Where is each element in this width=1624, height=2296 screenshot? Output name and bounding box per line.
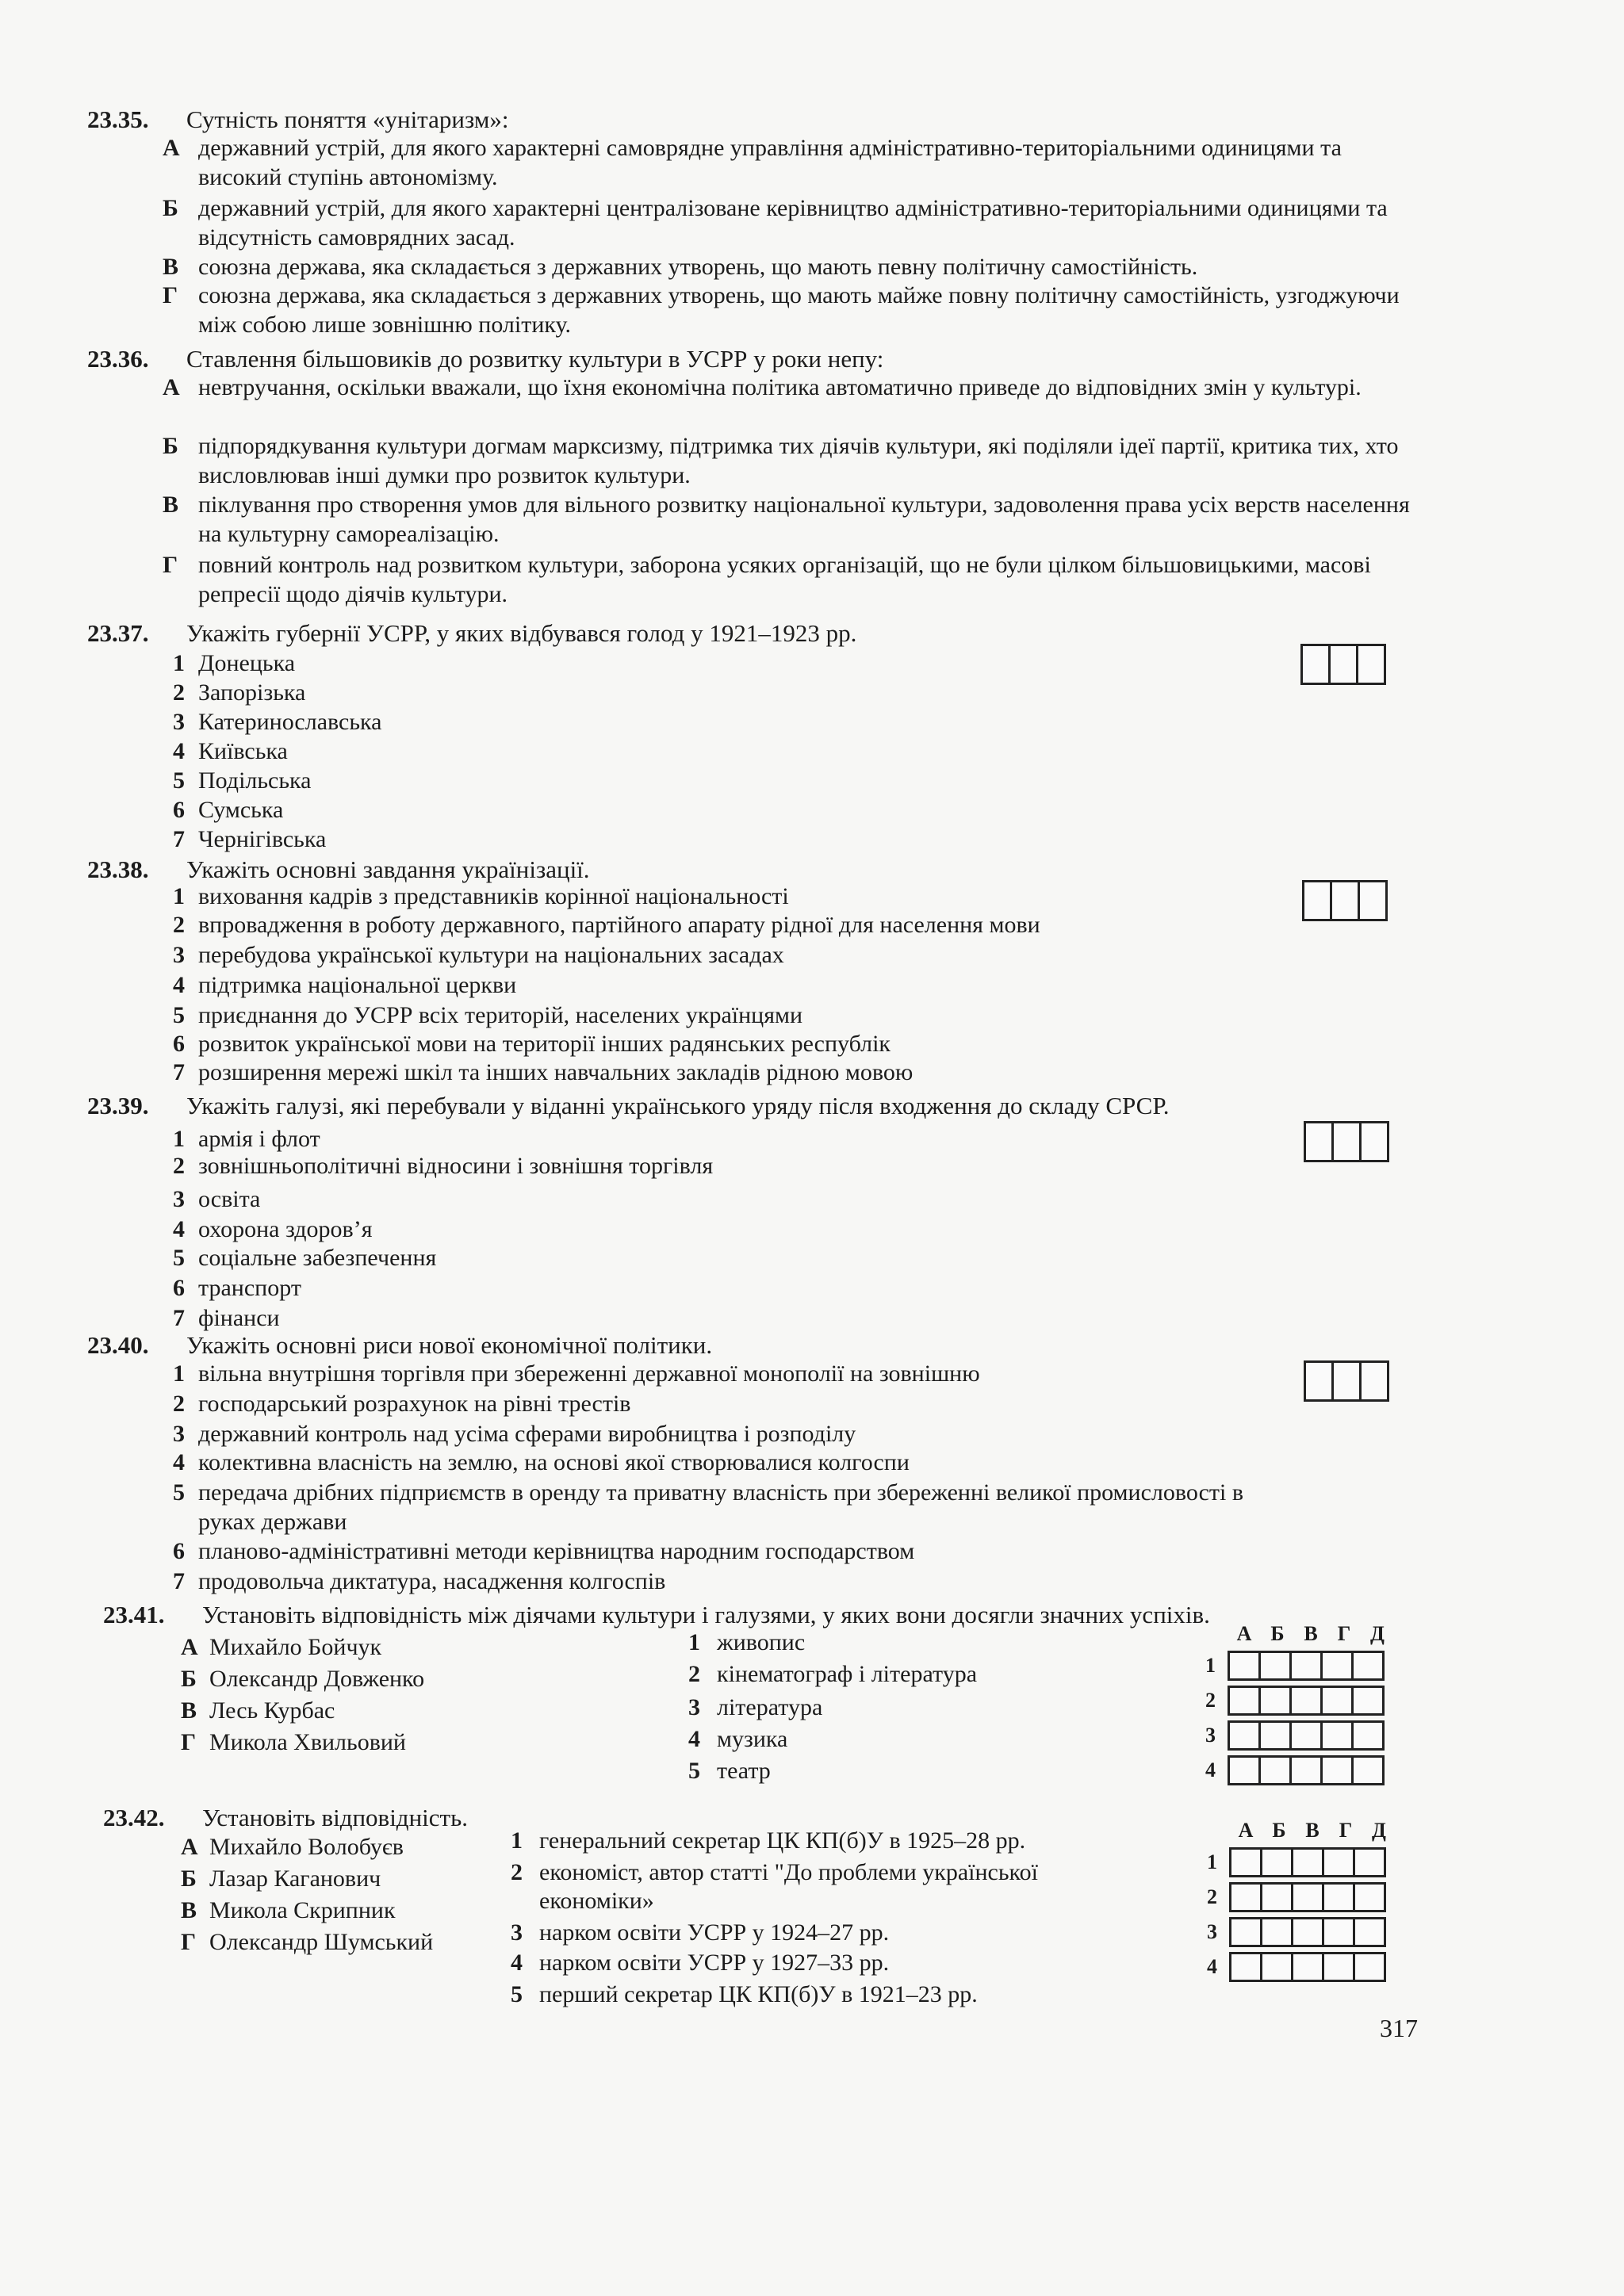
page-number: 317: [1380, 2014, 1418, 2042]
option-v: В піклування про створення умов для вільного розвитку національної культури, задоволення права усіх верств населення на культурну самореалізацію.: [163, 492, 1410, 547]
answer-box[interactable]: [1302, 880, 1332, 921]
matching-left-item: А Михайло Волобуєв: [181, 1834, 404, 1860]
grid-cell[interactable]: [1351, 1651, 1385, 1681]
grid-row: 1: [1205, 1651, 1382, 1681]
grid-cell[interactable]: [1258, 1755, 1292, 1785]
matching-right-item: 1 живопис: [688, 1629, 806, 1655]
answer-box[interactable]: [1359, 1121, 1389, 1162]
grid-cell[interactable]: [1229, 1917, 1262, 1947]
grid-row: 1: [1207, 1847, 1384, 1877]
question-number: 23.37.: [87, 619, 149, 647]
option-g: Г союзна держава, яка складається з державних утворень, що мають майже повну політичну самостійність, узгоджуючи між собою лише зовнішню політику.: [163, 282, 1400, 338]
question-text: Укажіть галузі, які перебували у віданні українського уряду після входження до складу СРСР.: [186, 1092, 1170, 1119]
list-item: 5 Подільська: [173, 767, 312, 794]
matching-right-item: 4 музика: [688, 1726, 788, 1752]
matching-right-item: 5 театр: [688, 1758, 771, 1784]
grid-cell[interactable]: [1289, 1686, 1323, 1716]
list-item: 4 колективна власність на землю, на основі якої створювалися колгоспи: [173, 1449, 910, 1475]
list-item: 3 перебудова української культури на національних засадах: [173, 942, 784, 968]
question-text: Установіть відповідність між діячами культури і галузями, у яких вони досягли значних успіхів.: [202, 1601, 1210, 1628]
matching-right-item: 4 нарком освіти УСРР у 1927–33 рр.: [511, 1950, 890, 1976]
answer-boxes[interactable]: [1300, 644, 1384, 685]
list-item: 5 соціальне забезпечення: [173, 1245, 437, 1271]
grid-cell[interactable]: [1291, 1882, 1324, 1912]
matching-left-item: А Михайло Бойчук: [181, 1634, 382, 1660]
answer-boxes[interactable]: [1304, 1121, 1387, 1162]
grid-cell[interactable]: [1289, 1755, 1323, 1785]
grid-cell[interactable]: [1322, 1882, 1355, 1912]
grid-cell[interactable]: [1229, 1847, 1262, 1877]
question-text: Ставлення більшовиків до розвитку культури в УСРР у роки непу:: [186, 345, 884, 373]
question-number: 23.39.: [87, 1092, 149, 1119]
grid-cell[interactable]: [1291, 1952, 1324, 1982]
question-number: 23.38.: [87, 855, 149, 883]
list-item: 3 державний контроль над усіма сферами виробництва і розподілу: [173, 1421, 856, 1447]
grid-cell[interactable]: [1320, 1720, 1354, 1751]
grid-cell[interactable]: [1258, 1651, 1292, 1681]
matching-right-item: 2 кінематограф і література: [688, 1661, 978, 1687]
list-item: 1 армія і флот: [173, 1126, 320, 1152]
list-item: 1 виховання кадрів з представників корінної національності: [173, 883, 789, 909]
list-item: 2 зовнішньополітичні відносини і зовнішня торгівля: [173, 1153, 714, 1179]
question-number: 23.42.: [103, 1804, 165, 1831]
matching-left-item: В Лесь Курбас: [181, 1697, 335, 1724]
grid-row: 2: [1207, 1882, 1384, 1912]
answer-boxes[interactable]: [1302, 880, 1385, 921]
answer-box[interactable]: [1359, 1360, 1389, 1402]
grid-cell[interactable]: [1229, 1952, 1262, 1982]
grid-cell[interactable]: [1228, 1651, 1261, 1681]
question-text: Установіть відповідність.: [202, 1804, 468, 1831]
grid-cell[interactable]: [1291, 1917, 1324, 1947]
grid-cell[interactable]: [1291, 1847, 1324, 1877]
matching-right-item: 3 література: [688, 1694, 823, 1720]
list-item: 6 транспорт: [173, 1275, 301, 1301]
grid-header: А Б В Г Д: [1238, 1819, 1386, 1842]
matching-left-item: Г Олександр Шумський: [181, 1929, 434, 1955]
grid-cell[interactable]: [1351, 1720, 1385, 1751]
grid-cell[interactable]: [1320, 1755, 1354, 1785]
grid-cell[interactable]: [1260, 1882, 1293, 1912]
question-number: 23.36.: [87, 345, 149, 373]
grid-cell[interactable]: [1260, 1847, 1293, 1877]
grid-cell[interactable]: [1258, 1686, 1292, 1716]
question-text: Сутність поняття «унітаризм»:: [186, 105, 509, 133]
grid-cell[interactable]: [1289, 1651, 1323, 1681]
option-a: А невтручання, оскільки вважали, що їхня економічна політика автоматично приведе до відповідних змін у культурі.: [163, 374, 1362, 400]
grid-cell[interactable]: [1229, 1882, 1262, 1912]
list-item: 3 освіта: [173, 1186, 261, 1212]
question-text: Укажіть основні завдання українізації.: [186, 855, 590, 883]
answer-box[interactable]: [1356, 644, 1386, 685]
answer-boxes[interactable]: [1304, 1360, 1387, 1402]
grid-cell[interactable]: [1228, 1720, 1261, 1751]
grid-cell[interactable]: [1353, 1847, 1386, 1877]
matching-left-item: Б Лазар Каганович: [181, 1866, 381, 1892]
list-item: 1 Донецька: [173, 650, 296, 676]
grid-cell[interactable]: [1322, 1917, 1355, 1947]
option-a: А державний устрій, для якого характерні самоврядне управління адміністративно-територіальними одиницями та високий ступінь автономізму.: [163, 135, 1342, 190]
answer-box[interactable]: [1331, 1121, 1362, 1162]
matching-right-item-continued: економіки»: [539, 1888, 654, 1914]
list-item: 6 Сумська: [173, 797, 284, 823]
answer-box[interactable]: [1304, 1360, 1334, 1402]
question-text: Укажіть губернії УСРР, у яких відбувався голод у 1921–1923 рр.: [186, 619, 857, 647]
list-item: 7 фінанси: [173, 1305, 280, 1331]
list-item: 5 приєднання до УСРР всіх територій, населених українцями: [173, 1002, 803, 1028]
matching-right-item: 3 нарком освіти УСРР у 1924–27 рр.: [511, 1919, 890, 1946]
grid-cell[interactable]: [1260, 1917, 1293, 1947]
list-item: 4 підтримка національної церкви: [173, 972, 517, 998]
list-item: 7 продовольча диктатура, насадження колгоспів: [173, 1568, 666, 1594]
grid-cell[interactable]: [1353, 1917, 1386, 1947]
list-item: 4 охорона здоров’я: [173, 1216, 373, 1242]
matching-left-item: В Микола Скрипник: [181, 1897, 396, 1923]
matching-right-item: 5 перший секретар ЦК КП(б)У в 1921–23 рр.: [511, 1981, 978, 2007]
grid-row: 3: [1207, 1917, 1384, 1947]
question-number: 23.41.: [103, 1601, 165, 1628]
list-item: 4 Київська: [173, 738, 288, 764]
matching-left-item: Б Олександр Довженко: [181, 1666, 425, 1692]
grid-cell[interactable]: [1351, 1686, 1385, 1716]
matching-left-item: Г Микола Хвильовий: [181, 1729, 406, 1755]
grid-cell[interactable]: [1289, 1720, 1323, 1751]
grid-cell[interactable]: [1260, 1952, 1293, 1982]
grid-cell[interactable]: [1322, 1847, 1355, 1877]
matching-right-item: 1 генеральний секретар ЦК КП(б)У в 1925–28 рр.: [511, 1827, 1026, 1854]
list-item: 7 Чернігівська: [173, 826, 327, 852]
grid-cell[interactable]: [1320, 1686, 1354, 1716]
list-item: 2 Запорізька: [173, 679, 306, 706]
grid-cell[interactable]: [1228, 1686, 1261, 1716]
option-b: Б державний устрій, для якого характерні централізоване керівництво адміністративно-територіальними одиницями та відсутність самоврядних засад.: [163, 195, 1388, 251]
option-g: Г повний контроль над розвитком культури, заборона усяких організацій, що не були цілком більшовицькими, масові репресії щодо діячів культури.: [163, 552, 1371, 607]
answer-box[interactable]: [1300, 644, 1331, 685]
list-item: 6 розвиток української мови на території інших радянських республік: [173, 1031, 891, 1057]
list-item: 5 передача дрібних підприємств в оренду та приватну власність при збереженні великої промисловості в руках держави: [173, 1479, 1244, 1535]
option-b: Б підпорядкування культури догмам марксизму, підтримка тих діячів культури, які поділяли ідеї партії, критика тих, хто висловлював інші думки про розвиток культури.: [163, 433, 1399, 488]
grid-row: 4: [1205, 1755, 1382, 1785]
list-item: 3 Катеринославська: [173, 709, 382, 735]
grid-cell[interactable]: [1258, 1720, 1292, 1751]
answer-box[interactable]: [1358, 880, 1388, 921]
grid-row: 2: [1205, 1686, 1382, 1716]
question-number: 23.35.: [87, 105, 149, 133]
grid-cell[interactable]: [1228, 1755, 1261, 1785]
list-item: 1 вільна внутрішня торгівля при збереженні державної монополії на зовнішню: [173, 1360, 980, 1387]
list-item: 6 планово-адміністративні методи керівництва народним господарством: [173, 1538, 915, 1564]
option-v: В союзна держава, яка складається з державних утворень, що мають певну політичну самостійність.: [163, 254, 1198, 280]
question-number: 23.40.: [87, 1331, 149, 1359]
answer-box[interactable]: [1304, 1121, 1334, 1162]
list-item: 7 розширення мережі шкіл та інших навчальних закладів рідною мовою: [173, 1059, 914, 1085]
grid-row: 3: [1205, 1720, 1382, 1751]
answer-box[interactable]: [1331, 1360, 1362, 1402]
list-item: 2 впровадження в роботу державного, партійного апарату рідної для населення мови: [173, 912, 1040, 938]
question-text: Укажіть основні риси нової економічної політики.: [186, 1331, 713, 1359]
grid-cell[interactable]: [1353, 1882, 1386, 1912]
answer-box[interactable]: [1330, 880, 1360, 921]
grid-cell[interactable]: [1353, 1952, 1386, 1982]
matching-right-item: 2 економіст, автор статті "До проблеми української: [511, 1859, 1038, 1885]
grid-cell[interactable]: [1351, 1755, 1385, 1785]
grid-cell[interactable]: [1320, 1651, 1354, 1681]
grid-cell[interactable]: [1322, 1952, 1355, 1982]
grid-row: 4: [1207, 1952, 1384, 1982]
answer-box[interactable]: [1328, 644, 1358, 685]
grid-header: А Б В Г Д: [1236, 1622, 1385, 1645]
list-item: 2 господарський розрахунок на рівні трестів: [173, 1391, 631, 1417]
